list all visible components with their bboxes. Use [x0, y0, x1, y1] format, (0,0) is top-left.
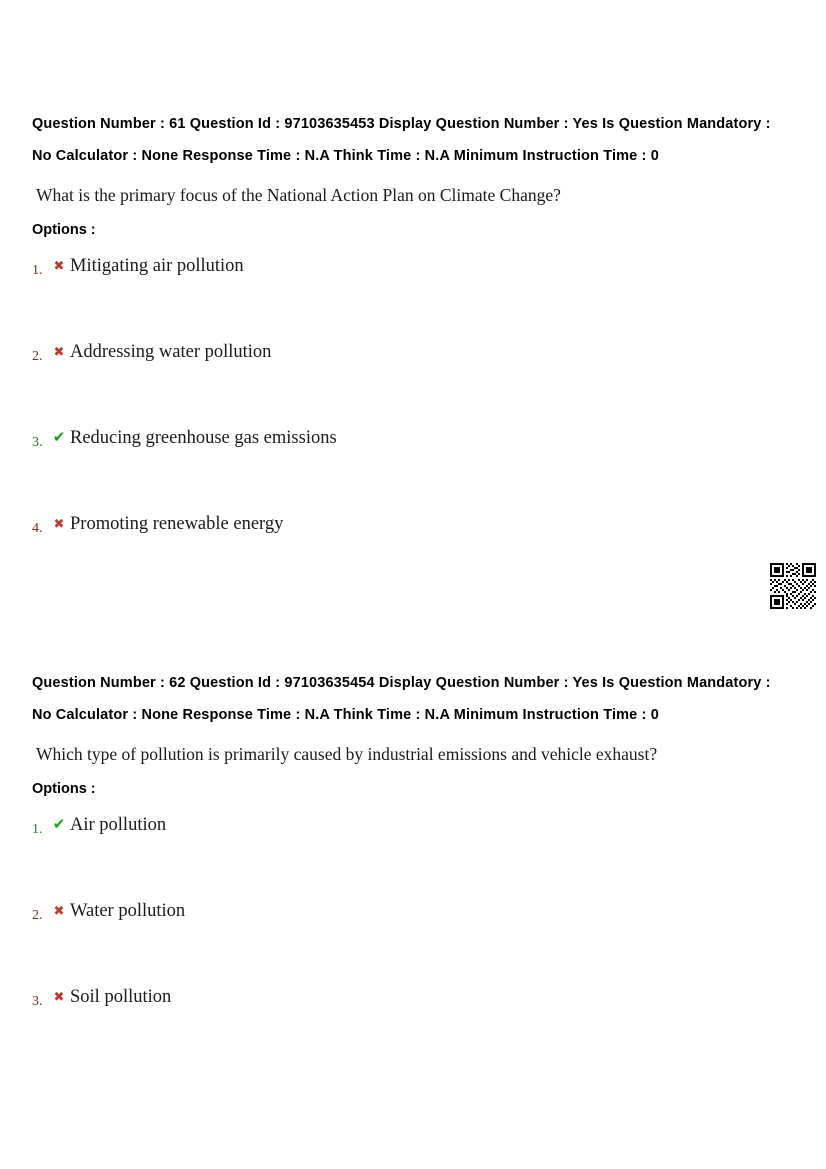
option-row[interactable] — [32, 813, 794, 899]
option-text: Promoting renewable energy — [70, 514, 284, 534]
options-list — [32, 254, 794, 598]
option-row[interactable] — [32, 512, 794, 598]
option-row[interactable] — [32, 985, 794, 1071]
cross-icon: ✖ — [53, 903, 65, 918]
option-text: Air pollution — [70, 815, 167, 835]
check-icon: ✔ — [52, 816, 66, 833]
option-number: 1. — [32, 822, 43, 837]
cross-icon: ✖ — [53, 516, 65, 531]
options-label: Options : — [32, 222, 96, 238]
cross-icon: ✖ — [53, 258, 65, 273]
option-text: Soil pollution — [70, 987, 172, 1007]
option-row[interactable] — [32, 340, 794, 426]
option-text: Addressing water pollution — [70, 342, 272, 362]
options-label: Options : — [32, 781, 96, 797]
question-stem: What is the primary focus of the National Action Plan on Climate Change? — [36, 185, 561, 205]
cross-icon: ✖ — [53, 344, 65, 359]
option-row[interactable] — [32, 426, 794, 512]
question-meta: Question Number : 62 Question Id : 97103635454 Display Question Number : Yes Is Question Mandatory : No Calculator : None Response Time : N.A Think Time : N.A Minimum Instruction Time : 0 — [32, 675, 771, 723]
option-number: 1. — [32, 263, 43, 278]
option-number: 2. — [32, 908, 43, 923]
check-icon: ✔ — [52, 429, 66, 446]
question-meta: Question Number : 61 Question Id : 97103635453 Display Question Number : Yes Is Question Mandatory : No Calculator : None Response Time : N.A Think Time : N.A Minimum Instruction Time : 0 — [32, 116, 771, 164]
question-block-61 — [32, 108, 794, 598]
option-row[interactable] — [32, 899, 794, 985]
option-number: 2. — [32, 349, 43, 364]
question-stem: Which type of pollution is primarily caused by industrial emissions and vehicle exhaust? — [36, 744, 658, 764]
option-text: Mitigating air pollution — [70, 256, 244, 276]
cross-icon: ✖ — [53, 989, 65, 1004]
option-row[interactable] — [32, 254, 794, 340]
question-block-62 — [32, 667, 794, 1071]
qr-code-icon — [770, 563, 816, 609]
option-number: 3. — [32, 994, 43, 1009]
option-number: 3. — [32, 435, 43, 450]
option-text: Water pollution — [70, 901, 186, 921]
options-list — [32, 813, 794, 1071]
option-text: Reducing greenhouse gas emissions — [70, 428, 337, 448]
option-number: 4. — [32, 521, 43, 536]
